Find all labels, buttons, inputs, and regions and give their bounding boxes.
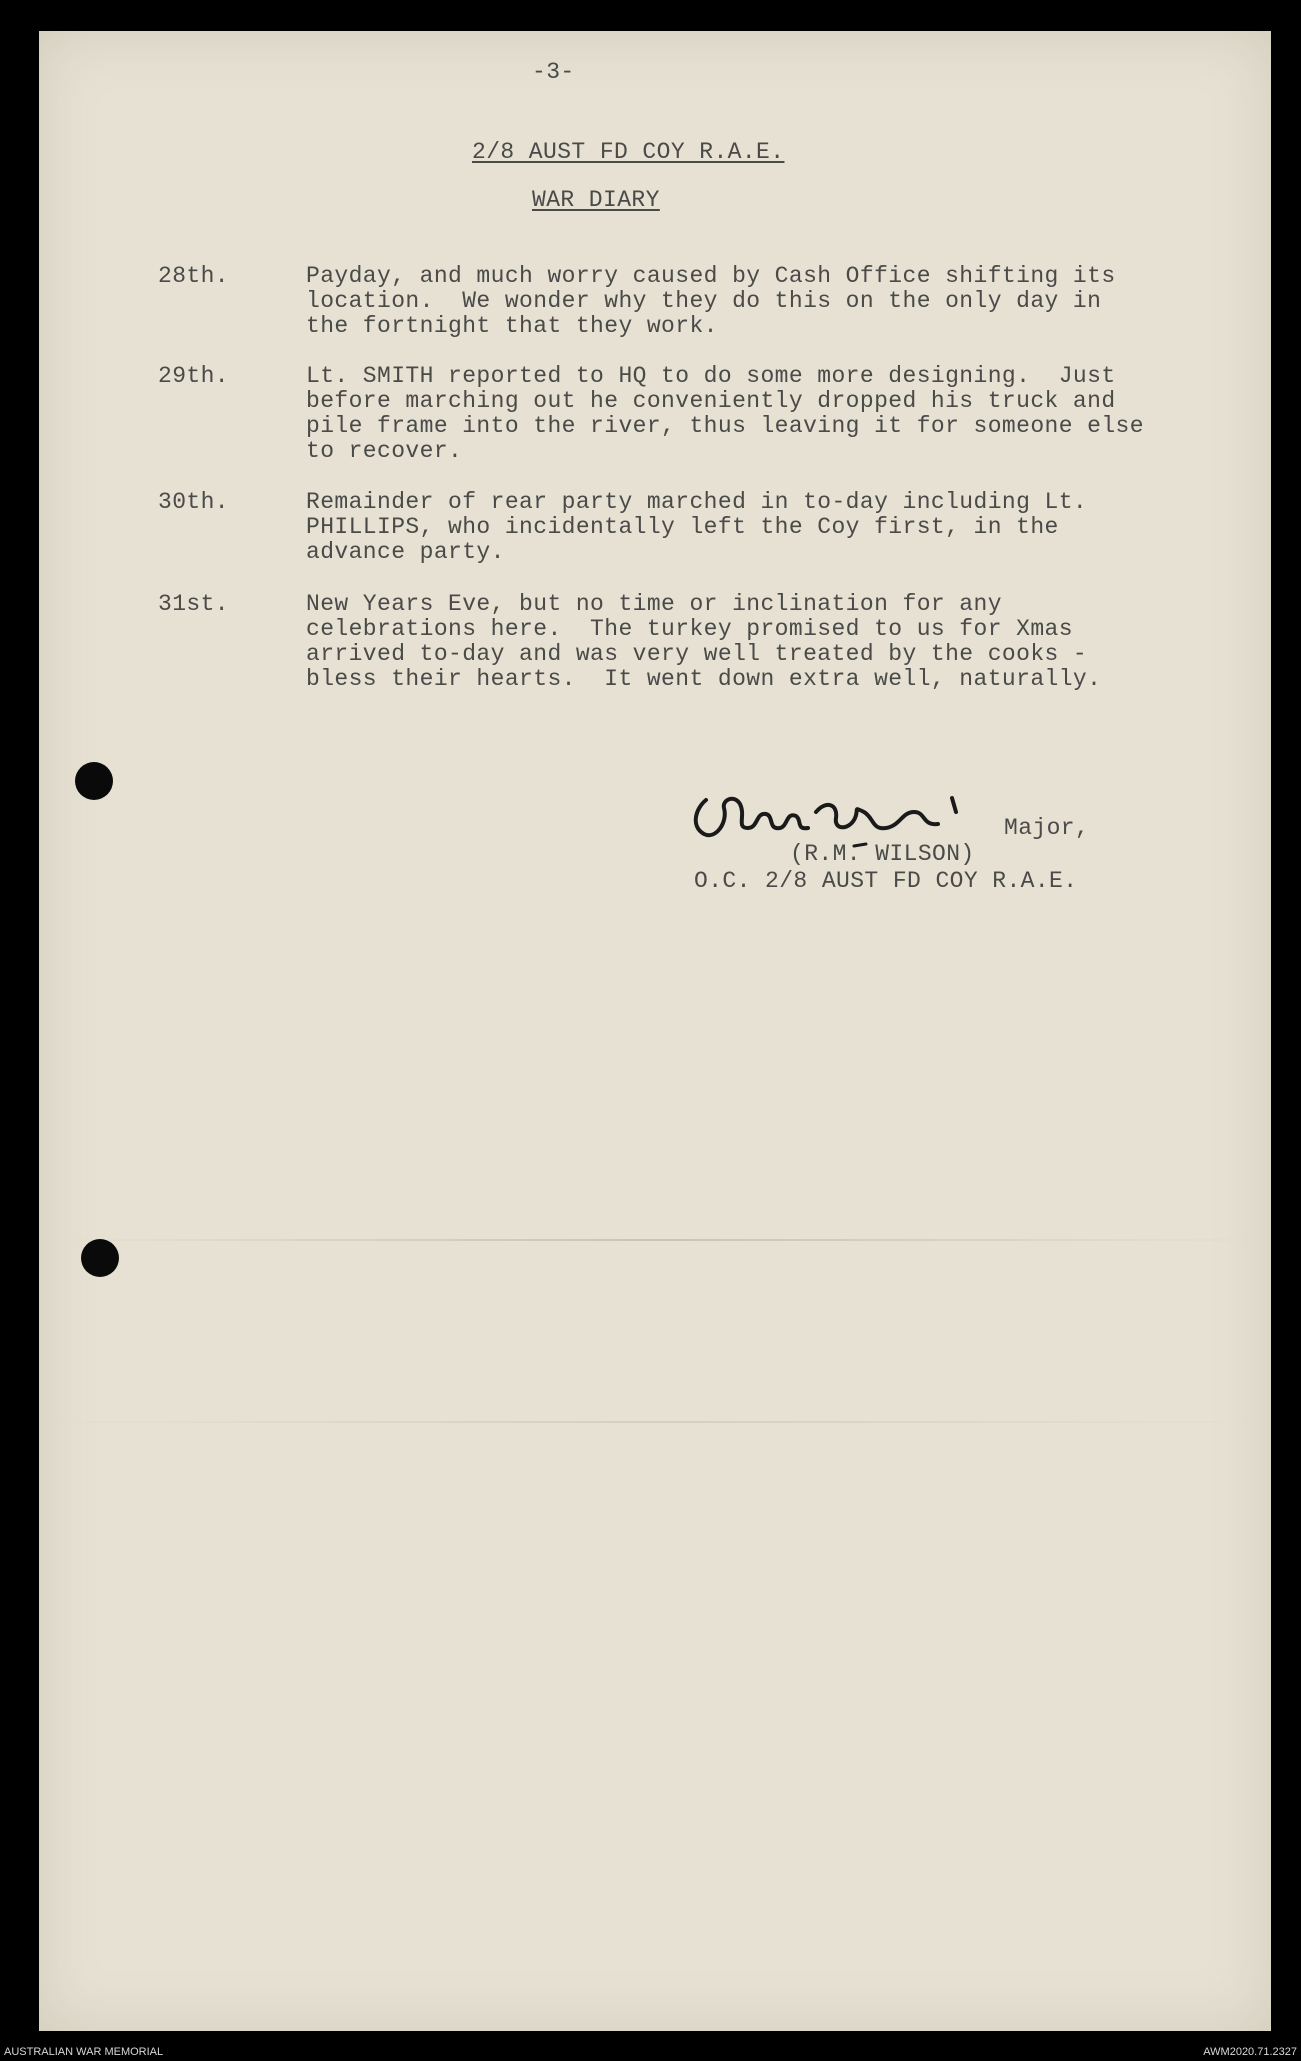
entry-line: Payday, and much worry caused by Cash Office shifting its — [306, 263, 1116, 289]
entry-line: New Years Eve, but no time or inclination for any — [306, 591, 1002, 617]
entry-line: bless their hearts. It went down extra well, naturally. — [306, 666, 1102, 692]
footer-reference-number: AWM2020.71.2327 — [1203, 2046, 1297, 2058]
entry-line: before marching out he conveniently dropped his truck and — [306, 388, 1116, 414]
document-heading: WAR DIARY — [532, 187, 660, 213]
entry-line: to recover. — [306, 438, 463, 464]
entry-date: 30th. — [158, 489, 230, 515]
entry-line: pile frame into the river, thus leaving it for someone else — [306, 413, 1144, 439]
entry-line: location. We wonder why they do this on the only day in — [306, 288, 1102, 314]
paper-fold-line — [39, 1421, 1271, 1423]
entry-line: advance party. — [306, 539, 505, 565]
entry-date: 28th. — [158, 263, 230, 289]
entry-line: arrived to-day and was very well treated by the cooks - — [306, 641, 1088, 667]
paper-fold-line — [39, 1239, 1271, 1241]
entry-line: the fortnight that they work. — [306, 313, 718, 339]
page-number: -3- — [532, 59, 575, 85]
signatory-rank: Major, — [1004, 815, 1090, 841]
entry-line: Remainder of rear party marched in to-day including Lt. — [306, 489, 1088, 515]
entry-line: celebrations here. The turkey promised to us for Xmas — [306, 616, 1073, 642]
signatory-title: O.C. 2/8 AUST FD COY R.A.E. — [694, 868, 1078, 894]
entry-date: 29th. — [158, 363, 230, 389]
punch-hole — [75, 762, 113, 800]
entry-date: 31st. — [158, 591, 230, 617]
entry-line: Lt. SMITH reported to HQ to do some more designing. Just — [306, 363, 1116, 389]
entry-line: PHILLIPS, who incidentally left the Coy first, in the — [306, 514, 1059, 540]
signatory-name: (R.M. WILSON) — [790, 841, 975, 867]
punch-hole — [81, 1239, 119, 1277]
footer-archive-name: AUSTRALIAN WAR MEMORIAL — [4, 2046, 164, 2058]
unit-heading: 2/8 AUST FD COY R.A.E. — [472, 139, 785, 165]
